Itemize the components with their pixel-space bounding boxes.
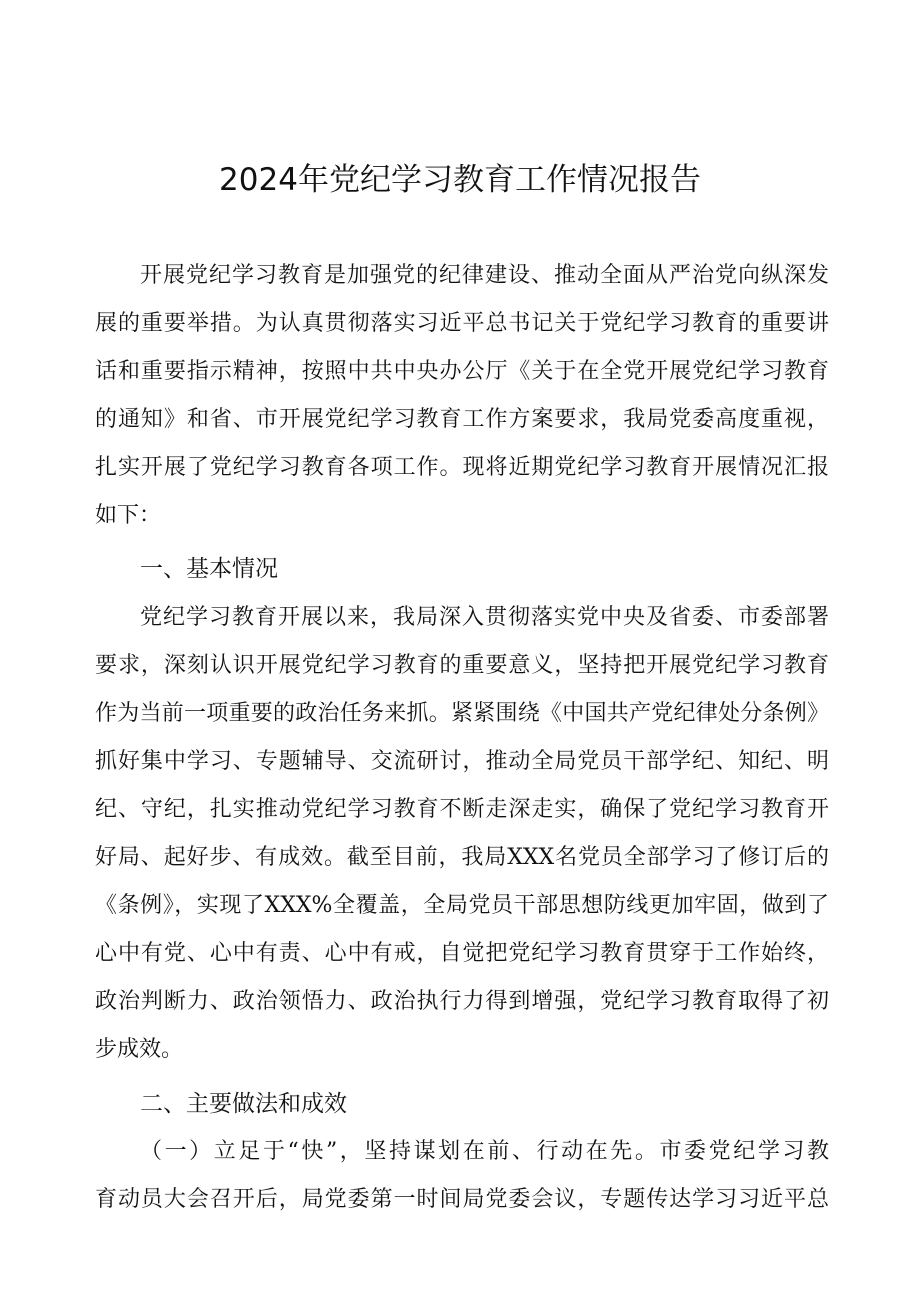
section-1-line-8: 心中有党、心中有责、心中有戒，自觉把党纪学习教育贯穿于工作始终，	[95, 941, 829, 966]
section-2-line-1: （一）立足于“快”，坚持谋划在前、行动在先。市委党纪学习教	[140, 1139, 829, 1164]
section-1-line-4: 抓好集中学习、专题辅导、交流研讨，推动全局党员干部学纪、知纪、明	[95, 749, 829, 774]
section-1-line-9: 政治判断力、政治领悟力、政治执行力得到增强，党纪学习教育取得了初	[95, 989, 829, 1014]
section-1-line-5: 纪、守纪，扎实推动党纪学习教育不断走深走实，确保了党纪学习教育开	[95, 797, 829, 822]
intro-line-6: 如下：	[95, 503, 162, 528]
section-1-line-10: 步成效。	[95, 1037, 184, 1062]
intro-line-2: 展的重要举措。为认真贯彻落实习近平总书记关于党纪学习教育的重要讲	[95, 311, 829, 336]
section-1-line-6: 好局、起好步、有成效。截至目前，我局XXX名党员全部学习了修订后的	[95, 845, 829, 870]
section-1-line-1: 党纪学习教育开展以来，我局深入贯彻落实党中央及省委、市委部署	[140, 605, 829, 630]
intro-line-1: 开展党纪学习教育是加强党的纪律建设、推动全面从严治党向纵深发	[140, 263, 829, 288]
section-1-line-3: 作为当前一项重要的政治任务来抓。紧紧围绕《中国共产党纪律处分条例》	[95, 701, 829, 726]
section-2-heading: 二、主要做法和成效	[140, 1091, 347, 1117]
intro-line-5: 扎实开展了党纪学习教育各项工作。现将近期党纪学习教育开展情况汇报	[95, 455, 829, 480]
document-title: 2024年党纪学习教育工作情况报告	[219, 162, 701, 198]
section-1-line-2: 要求，深刻认识开展党纪学习教育的重要意义，坚持把开展党纪学习教育	[95, 653, 829, 678]
section-1-line-7: 《条例》，实现了XXX%全覆盖，全局党员干部思想防线更加牢固，做到了	[95, 893, 829, 918]
section-1-heading: 一、基本情况	[140, 556, 278, 582]
intro-line-4: 的通知》和省、市开展党纪学习教育工作方案要求，我局党委高度重视，	[95, 407, 829, 432]
intro-line-3: 话和重要指示精神，按照中共中央办公厅《关于在全党开展党纪学习教育	[95, 359, 829, 384]
section-2-line-2: 育动员大会召开后，局党委第一时间局党委会议，专题传达学习习近平总	[95, 1187, 829, 1212]
